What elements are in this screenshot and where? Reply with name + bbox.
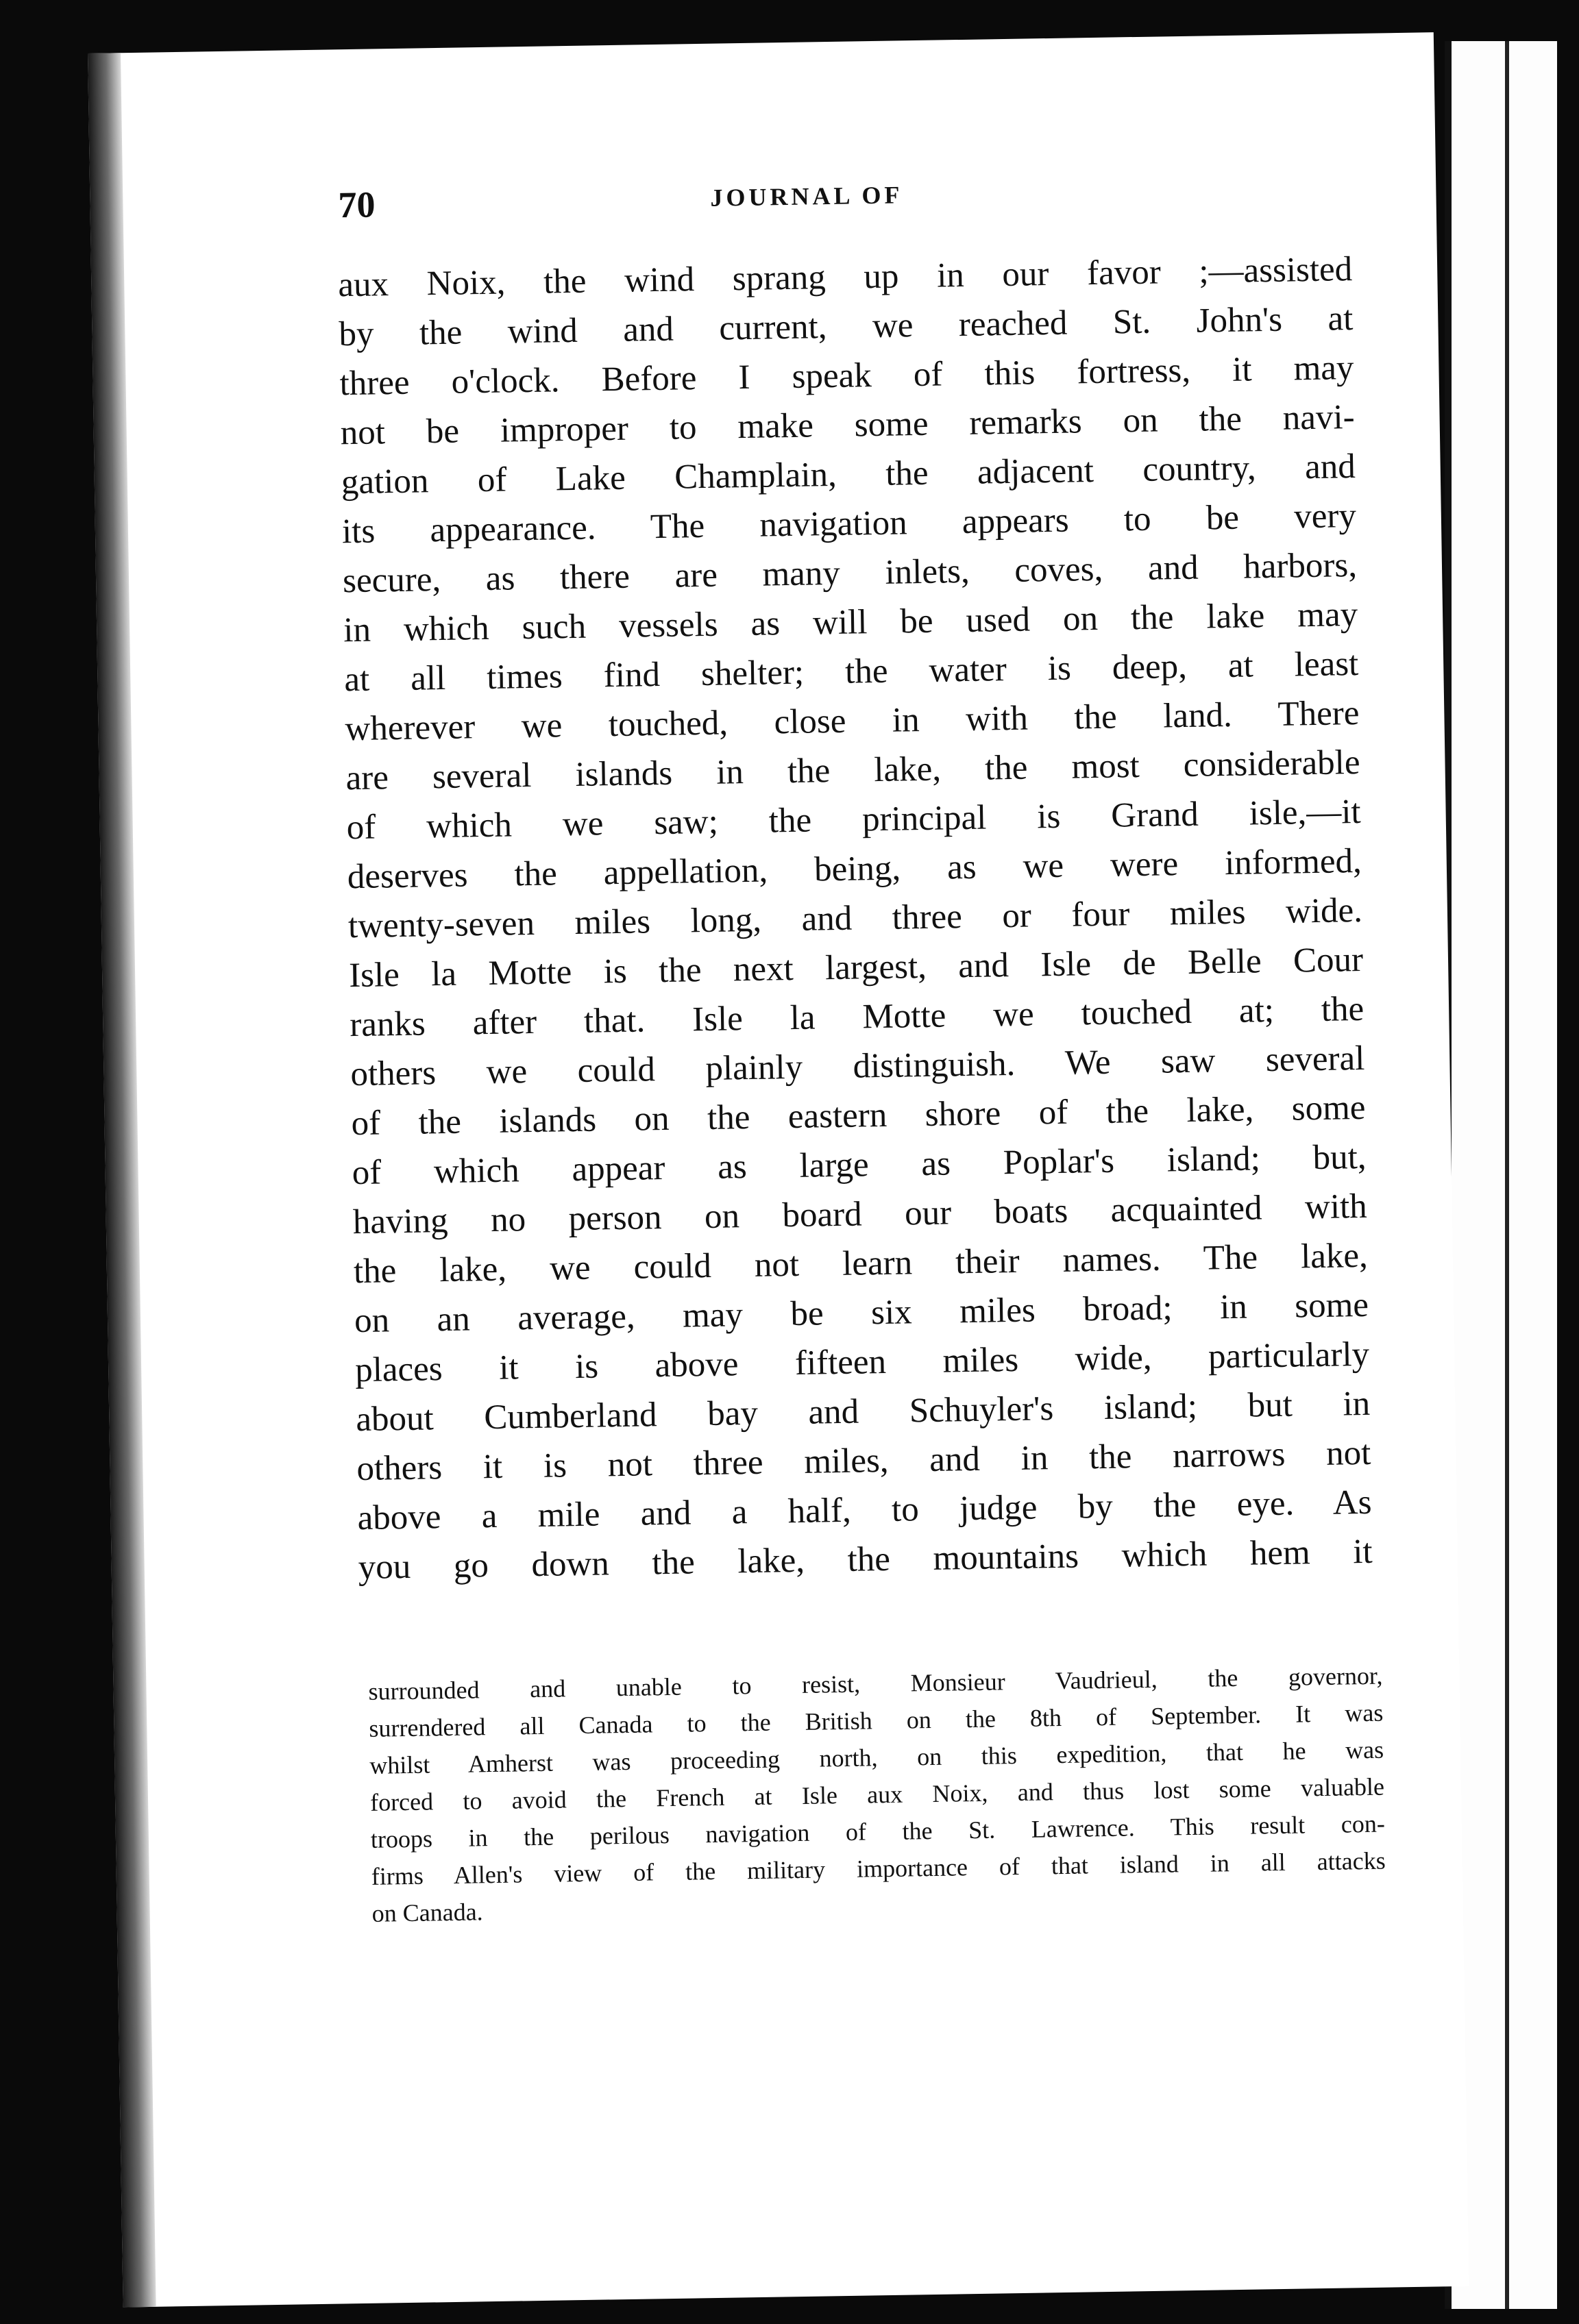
- footnote-line: troops in the perilous navigation of the St. Lawrence. This result con-: [370, 1809, 1386, 1853]
- body-line: at all times find shelter; the water is deep, at least: [343, 644, 1359, 700]
- footnote-line: firms Allen's view of the military importance of that island in all attacks: [371, 1846, 1386, 1890]
- body-line: the lake, we could not learn their names. The lake,: [353, 1236, 1369, 1291]
- footnote: [368, 1657, 1386, 1932]
- body-line: by the wind and current, we reached St. John's at: [339, 299, 1354, 354]
- body-line: on an average, may be six miles broad; in some: [354, 1285, 1369, 1341]
- body-line: wherever we touched, close in with the land. There: [345, 693, 1360, 749]
- body-line: are several islands in the lake, the most considerable: [345, 743, 1360, 798]
- body-line: others we could plainly distinguish. We saw several: [350, 1039, 1365, 1094]
- book-page: [88, 32, 1469, 2307]
- body-line: deserves the appellation, being, as we were informed,: [347, 841, 1362, 897]
- body-line: Isle la Motte is the next largest, and Isle de Belle Cour: [348, 940, 1364, 996]
- body-line: gation of Lake Champlain, the adjacent country, and: [341, 447, 1356, 502]
- body-line: not be improper to make some remarks on the navi-: [340, 398, 1356, 453]
- body-line: twenty-seven miles long, and three or four miles wide.: [347, 891, 1363, 946]
- footnote-line: surrounded and unable to resist, Monsieur Vaudrieul, the governor,: [368, 1661, 1383, 1705]
- body-line: about Cumberland bay and Schuyler's island; but in: [355, 1384, 1371, 1439]
- body-line: others it is not three miles, and in the narrows not: [356, 1433, 1371, 1489]
- body-text: [338, 245, 1373, 1592]
- facing-page-shadow: [1505, 41, 1509, 2309]
- body-line: above a mile and a half, to judge by the eye. As: [357, 1483, 1372, 1538]
- body-line: its appearance. The navigation appears to be very: [341, 497, 1357, 552]
- body-line: of which appear as large as Poplar's island; but,: [352, 1137, 1367, 1193]
- footnote-line: surrendered all Canada to the British on the 8th of September. It was: [369, 1698, 1384, 1742]
- page-gutter-shadow: [88, 53, 156, 2307]
- page-number: 70: [338, 184, 376, 226]
- body-line: of the islands on the eastern shore of the lake, some: [351, 1088, 1366, 1144]
- body-line: three o'clock. Before I speak of this fortress, it may: [339, 349, 1354, 404]
- body-line: in which such vessels as will be used on the lake may: [343, 595, 1358, 650]
- body-line: having no person on board our boats acquainted with: [352, 1187, 1368, 1242]
- body-line: of which we saw; the principal is Grand isle,—it: [346, 792, 1362, 848]
- footnote-line: whilst Amherst was proceeding north, on this expedition, that he was: [369, 1735, 1384, 1779]
- body-line: you go down the lake, the mountains which hem it: [358, 1532, 1373, 1587]
- body-line: places it is above fifteen miles wide, particularly: [354, 1335, 1370, 1390]
- footnote-line: on Canada.: [371, 1898, 483, 1927]
- body-line: aux Noix, the wind sprang up in our favor ;—assisted: [337, 250, 1353, 305]
- footnote-line: forced to avoid the French at Isle aux Noix, and thus lost some valuable: [369, 1772, 1385, 1816]
- running-head: JOURNAL OF: [710, 181, 903, 212]
- body-line: secure, as there are many inlets, coves, and harbors,: [342, 546, 1358, 601]
- body-line: ranks after that. Isle la Motte we touched at; the: [349, 989, 1364, 1045]
